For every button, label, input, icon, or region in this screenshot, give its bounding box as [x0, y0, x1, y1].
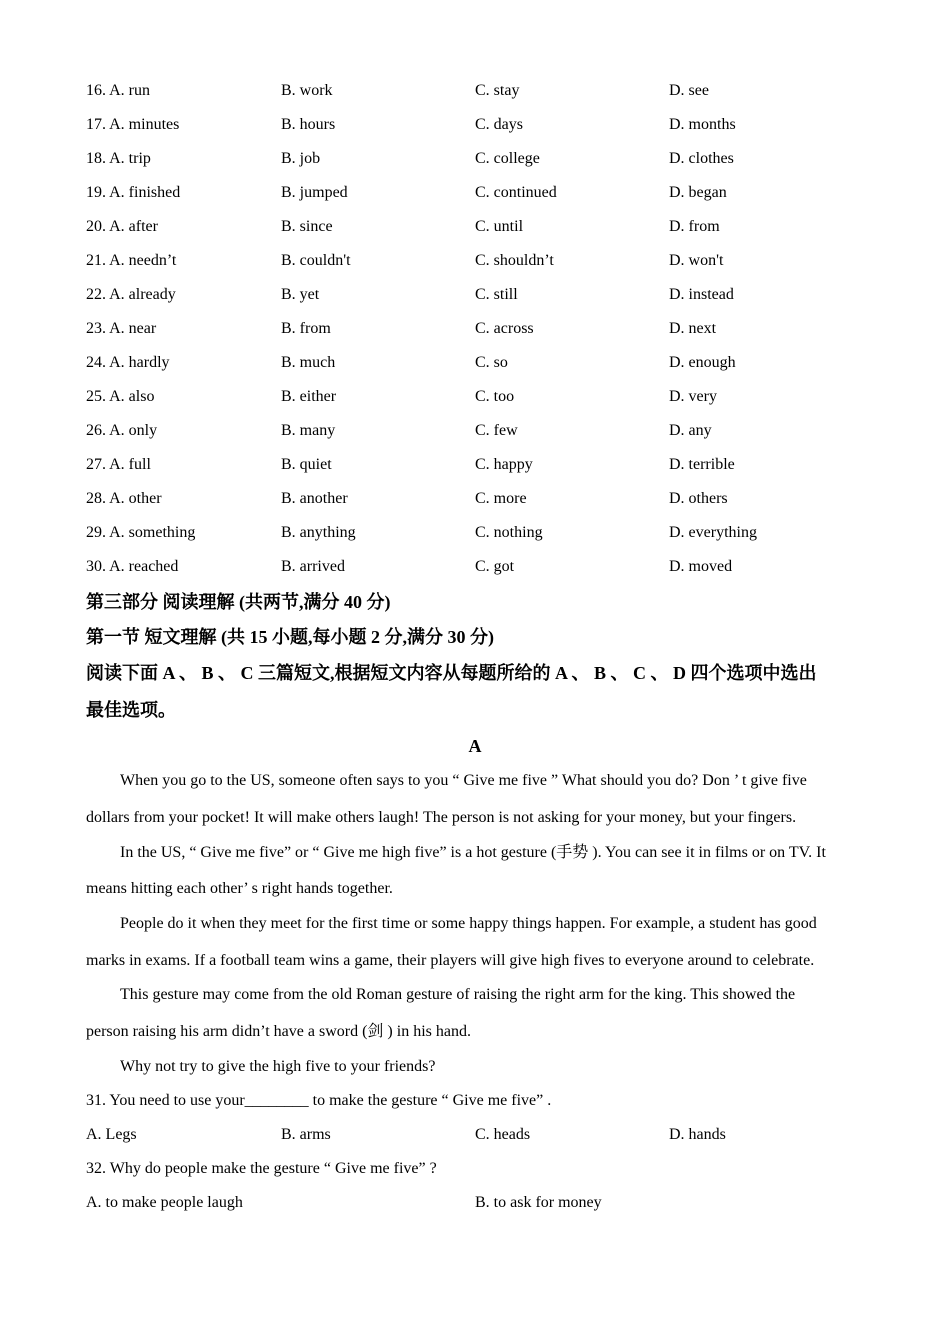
question-32-stem: 32. Why do people make the gesture “ Give me five” ?	[86, 1160, 437, 1177]
passage-p3-line1: People do it when they meet for the first time or some happy things happen. For example, a student has good	[120, 915, 817, 932]
option-b: B. much	[281, 354, 336, 371]
option-c: C. more	[475, 490, 527, 507]
option-d: D. terrible	[669, 456, 735, 473]
passage-p1-line1: When you go to the US, someone often says to you “ Give me five ” What should you do? Don ’ t give five	[120, 772, 807, 789]
option-b: B. job	[281, 150, 321, 167]
passage-p5-line1: Why not try to give the high five to your friends?	[120, 1058, 436, 1075]
option-b: B. couldn't	[281, 252, 351, 269]
option-c: C. days	[475, 116, 523, 133]
option-d: D. any	[669, 422, 712, 439]
option-d: D. others	[669, 490, 728, 507]
option-c: C. shouldn’t	[475, 252, 554, 269]
option-b: B. since	[281, 218, 333, 235]
option-c: C. continued	[475, 184, 557, 201]
option-a: 29. A. something	[86, 524, 196, 541]
option-b: B. another	[281, 490, 348, 507]
option-b: B. many	[281, 422, 336, 439]
option-b: B. jumped	[281, 184, 348, 201]
option-d: D. months	[669, 116, 736, 133]
option-c: C. stay	[475, 82, 520, 99]
option-d: D. see	[669, 82, 709, 99]
option-d: D. from	[669, 218, 720, 235]
option-a: 27. A. full	[86, 456, 151, 473]
option-b: B. arms	[281, 1126, 331, 1143]
option-a: 16. A. run	[86, 82, 150, 99]
option-a: A. Legs	[86, 1126, 137, 1143]
option-d: D. moved	[669, 558, 733, 575]
passage-p4-line2: person raising his arm didn’t have a sword (剑 ) in his hand.	[86, 1023, 471, 1040]
option-c: C. few	[475, 422, 518, 439]
instruction-line-2: 最佳选项。	[86, 700, 176, 720]
option-d: D. began	[669, 184, 727, 201]
subsection-title: 第一节 短文理解 (共 15 小题,每小题 2 分,满分 30 分)	[86, 627, 494, 647]
option-c: C. college	[475, 150, 540, 167]
option-c: C. got	[475, 558, 515, 575]
option-b: B. from	[281, 320, 331, 337]
part-title: 第三部分 阅读理解 (共两节,满分 40 分)	[86, 592, 391, 612]
option-a: 21. A. needn’t	[86, 252, 177, 269]
option-a: 23. A. near	[86, 320, 157, 337]
option-b: B. arrived	[281, 558, 345, 575]
option-a: A. to make people laugh	[86, 1194, 243, 1211]
passage-p2-line1: In the US, “ Give me five” or “ Give me high five” is a hot gesture (手势 ). You can see it in films or on TV. It	[120, 844, 826, 861]
option-d: D. instead	[669, 286, 734, 303]
option-c: C. still	[475, 286, 518, 303]
passage-heading: A	[468, 736, 482, 756]
option-b: B. work	[281, 82, 333, 99]
option-a: 20. A. after	[86, 218, 158, 235]
passage-p4-line1: This gesture may come from the old Roman gesture of raising the right arm for the king. This showed the	[120, 986, 796, 1003]
passage-p1-line2: dollars from your pocket! It will make others laugh! The person is not asking for your money, but your fingers.	[86, 809, 797, 826]
passage-p3-line2: marks in exams. If a football team wins a game, their players will give high fives to everyone around to celebrate.	[86, 952, 815, 969]
option-b: B. quiet	[281, 456, 332, 473]
option-b: B. hours	[281, 116, 336, 133]
option-d: D. very	[669, 388, 717, 405]
option-d: D. won't	[669, 252, 724, 269]
option-b: B. anything	[281, 524, 356, 541]
option-d: D. everything	[669, 524, 757, 541]
option-a: 19. A. finished	[86, 184, 181, 201]
option-a: 26. A. only	[86, 422, 158, 439]
option-d: D. hands	[669, 1126, 726, 1143]
option-a: 24. A. hardly	[86, 354, 170, 371]
option-b: B. to ask for money	[475, 1194, 602, 1211]
option-c: C. nothing	[475, 524, 543, 541]
option-a: 30. A. reached	[86, 558, 179, 575]
option-a: 17. A. minutes	[86, 116, 180, 133]
option-a: 25. A. also	[86, 388, 155, 405]
option-d: D. next	[669, 320, 717, 337]
option-c: C. until	[475, 218, 524, 235]
option-b: B. either	[281, 388, 337, 405]
option-d: D. enough	[669, 354, 736, 371]
option-a: 18. A. trip	[86, 150, 151, 167]
instruction-line-1: 阅读下面 A 、 B 、 C 三篇短文,根据短文内容从每题所给的 A 、 B 、 C 、 D 四个选项中选出	[86, 663, 817, 683]
option-b: B. yet	[281, 286, 320, 303]
option-a: 22. A. already	[86, 286, 176, 303]
option-a: 28. A. other	[86, 490, 162, 507]
question-31-stem: 31. You need to use your________ to make the gesture “ Give me five” .	[86, 1092, 552, 1109]
option-d: D. clothes	[669, 150, 734, 167]
option-c: C. happy	[475, 456, 533, 473]
option-c: C. heads	[475, 1126, 531, 1143]
option-c: C. too	[475, 388, 515, 405]
passage-p2-line2: means hitting each other’ s right hands together.	[86, 880, 393, 897]
option-c: C. across	[475, 320, 534, 337]
option-c: C. so	[475, 354, 508, 371]
